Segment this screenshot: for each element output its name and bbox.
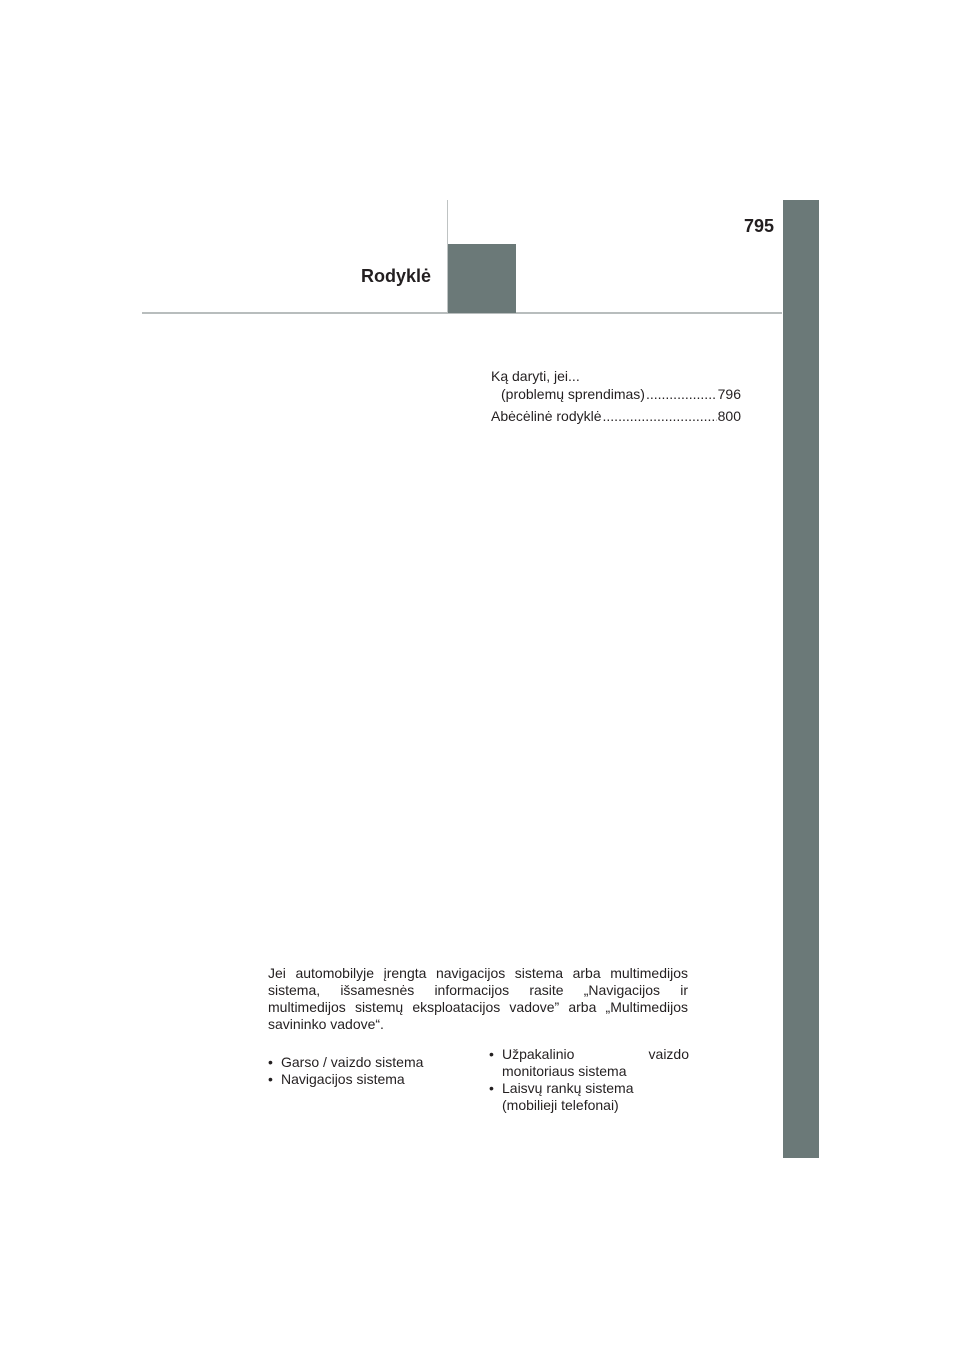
system-list-item — [268, 1054, 458, 1071]
bullet: • — [489, 1080, 494, 1096]
bullet: • — [268, 1054, 273, 1070]
system-list-item-word: vaizdo — [648, 1046, 689, 1062]
toc-entry-label: Abėcėlinė rodyklė — [491, 408, 602, 424]
system-list-item-label-line2: (mobilieji telefonai) — [502, 1097, 619, 1113]
multimedia-note: Jei automobilyje įrengta navigacijos sistema arba multimedijos sistema, išsamesnės informacijos rasite „Navigacijos ir multimedijos sistemų eksploatacijos vadove” arba „Multimedijos savininko vadove“. — [268, 965, 688, 1032]
toc-leader-dots — [646, 385, 717, 403]
bullet: • — [489, 1046, 494, 1062]
side-thumb-tab — [783, 200, 819, 1158]
bullet: • — [268, 1071, 273, 1087]
system-list-item-label-line1 — [489, 1046, 689, 1063]
toc-leader-dots — [603, 407, 717, 425]
system-list-item-label: Navigacijos sistema — [281, 1071, 405, 1087]
system-list-item — [268, 1071, 458, 1088]
system-list-item — [489, 1080, 689, 1114]
toc-page-number: 796 — [717, 386, 741, 402]
system-list-item-word: Užpakalinio — [502, 1046, 575, 1062]
toc-page-number: 800 — [717, 408, 741, 424]
header-tab-block — [448, 244, 516, 313]
page-title: Rodyklė — [360, 266, 431, 286]
page-number: 795 — [743, 216, 774, 236]
toc-entry-label: (problemų sprendimas) — [501, 386, 645, 402]
toc-entry-troubleshooting[interactable] — [491, 385, 741, 403]
system-list-item-label-line1: Laisvų rankų sistema — [502, 1080, 634, 1096]
system-list-item-label-line2: monitoriaus sistema — [502, 1063, 627, 1079]
toc-entry-label-line1[interactable]: Ką daryti, jei... — [491, 368, 580, 384]
toc-entry-alphabetical-index[interactable] — [491, 407, 741, 425]
system-list-item-label: Garso / vaizdo sistema — [281, 1054, 424, 1070]
system-list-item — [489, 1046, 689, 1080]
